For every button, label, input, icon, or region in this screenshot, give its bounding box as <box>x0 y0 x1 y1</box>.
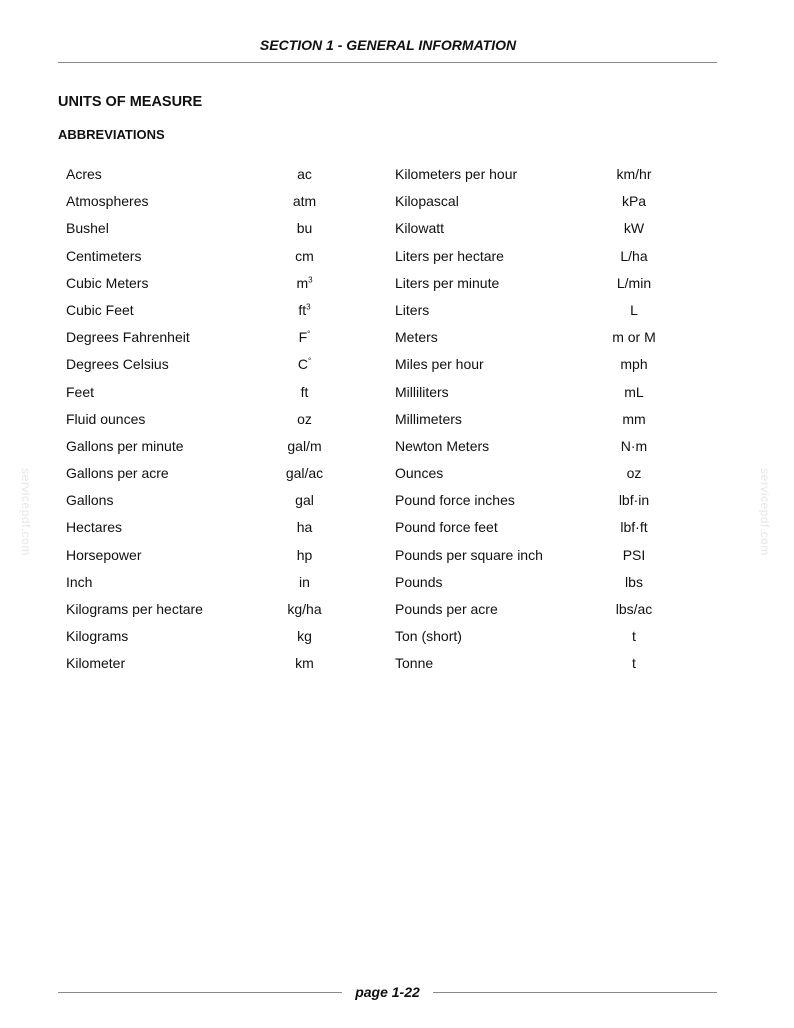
table-row <box>66 378 706 405</box>
unit-abbreviation: ha <box>296 519 313 536</box>
table-row <box>66 187 706 214</box>
table-row <box>66 486 706 513</box>
abbreviation-base: F <box>298 329 308 346</box>
unit-abbreviation: bu <box>296 220 313 237</box>
unit-abbreviation: km <box>295 655 314 672</box>
table-row <box>66 568 706 595</box>
unit-abbreviation: lbf·in <box>618 492 650 509</box>
unit-name: Ton (short) <box>395 628 462 645</box>
unit-abbreviation <box>257 356 352 372</box>
unit-abbreviation: PSI <box>622 546 646 563</box>
unit-name: Kilowatt <box>395 220 445 237</box>
unit-name: Newton Meters <box>395 437 490 454</box>
unit-name: Ounces <box>395 465 444 482</box>
table-row <box>66 323 706 350</box>
table-row <box>66 649 706 676</box>
unit-name: Atmospheres <box>66 193 149 210</box>
unit-abbreviation: gal/m <box>287 437 322 454</box>
unit-name: Milliliters <box>395 383 449 400</box>
unit-name: Meters <box>395 329 438 346</box>
unit-abbreviation: L/ha <box>620 247 648 264</box>
footer-divider-left <box>58 992 342 993</box>
abbreviation-base: m <box>296 274 309 291</box>
unit-name: Degrees Celsius <box>66 356 169 373</box>
unit-abbreviation: mL <box>624 383 644 400</box>
units-heading: UNITS OF MEASURE <box>58 94 203 110</box>
table-row <box>66 242 706 269</box>
watermark-left: servicepdf.com <box>19 468 33 556</box>
abbreviation-superscript: ° <box>307 356 312 366</box>
header-divider <box>58 62 717 63</box>
unit-abbreviation: kg <box>297 628 312 645</box>
abbreviation-superscript: 3 <box>308 275 313 285</box>
unit-name: Fluid ounces <box>66 410 146 427</box>
unit-name: Liters per hectare <box>395 247 504 264</box>
unit-abbreviation: km/hr <box>616 166 652 182</box>
unit-name: Pounds per acre <box>395 601 498 617</box>
watermark-right: servicepdf.com <box>758 468 772 556</box>
unit-abbreviation: oz <box>626 465 642 482</box>
abbreviations-table <box>66 160 706 677</box>
abbreviation-superscript: 3 <box>306 302 311 312</box>
unit-name: Gallons per minute <box>66 437 184 454</box>
unit-abbreviation: gal/ac <box>285 465 324 482</box>
unit-abbreviation: lbs <box>625 573 643 590</box>
unit-name: Liters <box>395 301 430 318</box>
unit-abbreviation <box>257 302 352 318</box>
unit-abbreviation <box>257 329 352 345</box>
unit-name: Centimeters <box>66 247 142 264</box>
table-row <box>66 296 706 323</box>
unit-name: Gallons <box>66 492 114 509</box>
table-row <box>66 214 706 241</box>
unit-name: Kilograms per hectare <box>66 601 203 617</box>
unit-name: Inch <box>66 573 93 590</box>
unit-name: Degrees Fahrenheit <box>66 329 190 346</box>
table-row <box>66 350 706 377</box>
unit-abbreviation: hp <box>296 546 313 563</box>
unit-name: Horsepower <box>66 546 142 563</box>
table-row <box>66 459 706 486</box>
unit-abbreviation: t <box>632 655 636 672</box>
table-row <box>66 269 706 296</box>
unit-name: Pounds per square inch <box>395 546 543 563</box>
unit-name: Pound force feet <box>395 519 498 536</box>
unit-abbreviation: ac <box>297 166 312 182</box>
unit-abbreviation: N·m <box>620 437 648 454</box>
unit-abbreviation: mm <box>622 410 646 427</box>
abbreviations-subheading: ABBREVIATIONS <box>58 127 165 142</box>
table-row <box>66 595 706 622</box>
unit-abbreviation <box>257 275 352 291</box>
unit-abbreviation: cm <box>295 247 314 264</box>
unit-name: Cubic Meters <box>66 274 149 291</box>
unit-name: Miles per hour <box>395 356 484 373</box>
unit-abbreviation: lbs/ac <box>615 601 653 617</box>
unit-name: Tonne <box>395 655 434 672</box>
table-row <box>66 432 706 459</box>
abbreviation-base: C <box>297 356 308 373</box>
footer-divider-right <box>433 992 717 993</box>
section-title: SECTION 1 - GENERAL INFORMATION <box>259 37 517 53</box>
unit-abbreviation: mph <box>620 356 648 373</box>
unit-name: Pounds <box>395 573 443 590</box>
unit-abbreviation: oz <box>297 410 312 427</box>
unit-name: Acres <box>66 166 102 182</box>
unit-abbreviation: t <box>632 628 636 645</box>
unit-name: Kilometer <box>66 655 126 672</box>
table-row <box>66 622 706 649</box>
unit-name: Pound force inches <box>395 492 515 509</box>
unit-name: Kilograms <box>66 628 129 645</box>
unit-name: Kilometers per hour <box>395 166 518 182</box>
unit-name: Hectares <box>66 519 123 536</box>
unit-abbreviation: in <box>299 573 310 590</box>
page-number: page 1-22 <box>355 984 420 1000</box>
unit-name: Liters per minute <box>395 274 500 291</box>
unit-name: Feet <box>66 383 95 400</box>
unit-name: Cubic Feet <box>66 301 134 318</box>
unit-abbreviation: kPa <box>621 193 647 210</box>
table-row <box>66 513 706 540</box>
unit-abbreviation: gal <box>295 492 314 509</box>
table-row <box>66 405 706 432</box>
unit-abbreviation: ft <box>300 383 309 400</box>
unit-name: Bushel <box>66 220 109 237</box>
unit-abbreviation: kg/ha <box>287 601 322 617</box>
table-row <box>66 541 706 568</box>
unit-abbreviation: kW <box>623 220 645 237</box>
unit-name: Millimeters <box>395 410 462 427</box>
abbreviation-base: ft <box>298 301 307 318</box>
unit-abbreviation: atm <box>292 193 317 210</box>
unit-abbreviation: L/min <box>616 274 652 291</box>
abbreviation-superscript: ° <box>307 329 311 339</box>
unit-abbreviation: lbf·ft <box>620 519 648 536</box>
table-row <box>66 160 706 187</box>
unit-abbreviation: L <box>630 301 638 318</box>
unit-name: Kilopascal <box>395 193 459 210</box>
unit-name: Gallons per acre <box>66 465 169 482</box>
unit-abbreviation: m or M <box>612 329 656 346</box>
